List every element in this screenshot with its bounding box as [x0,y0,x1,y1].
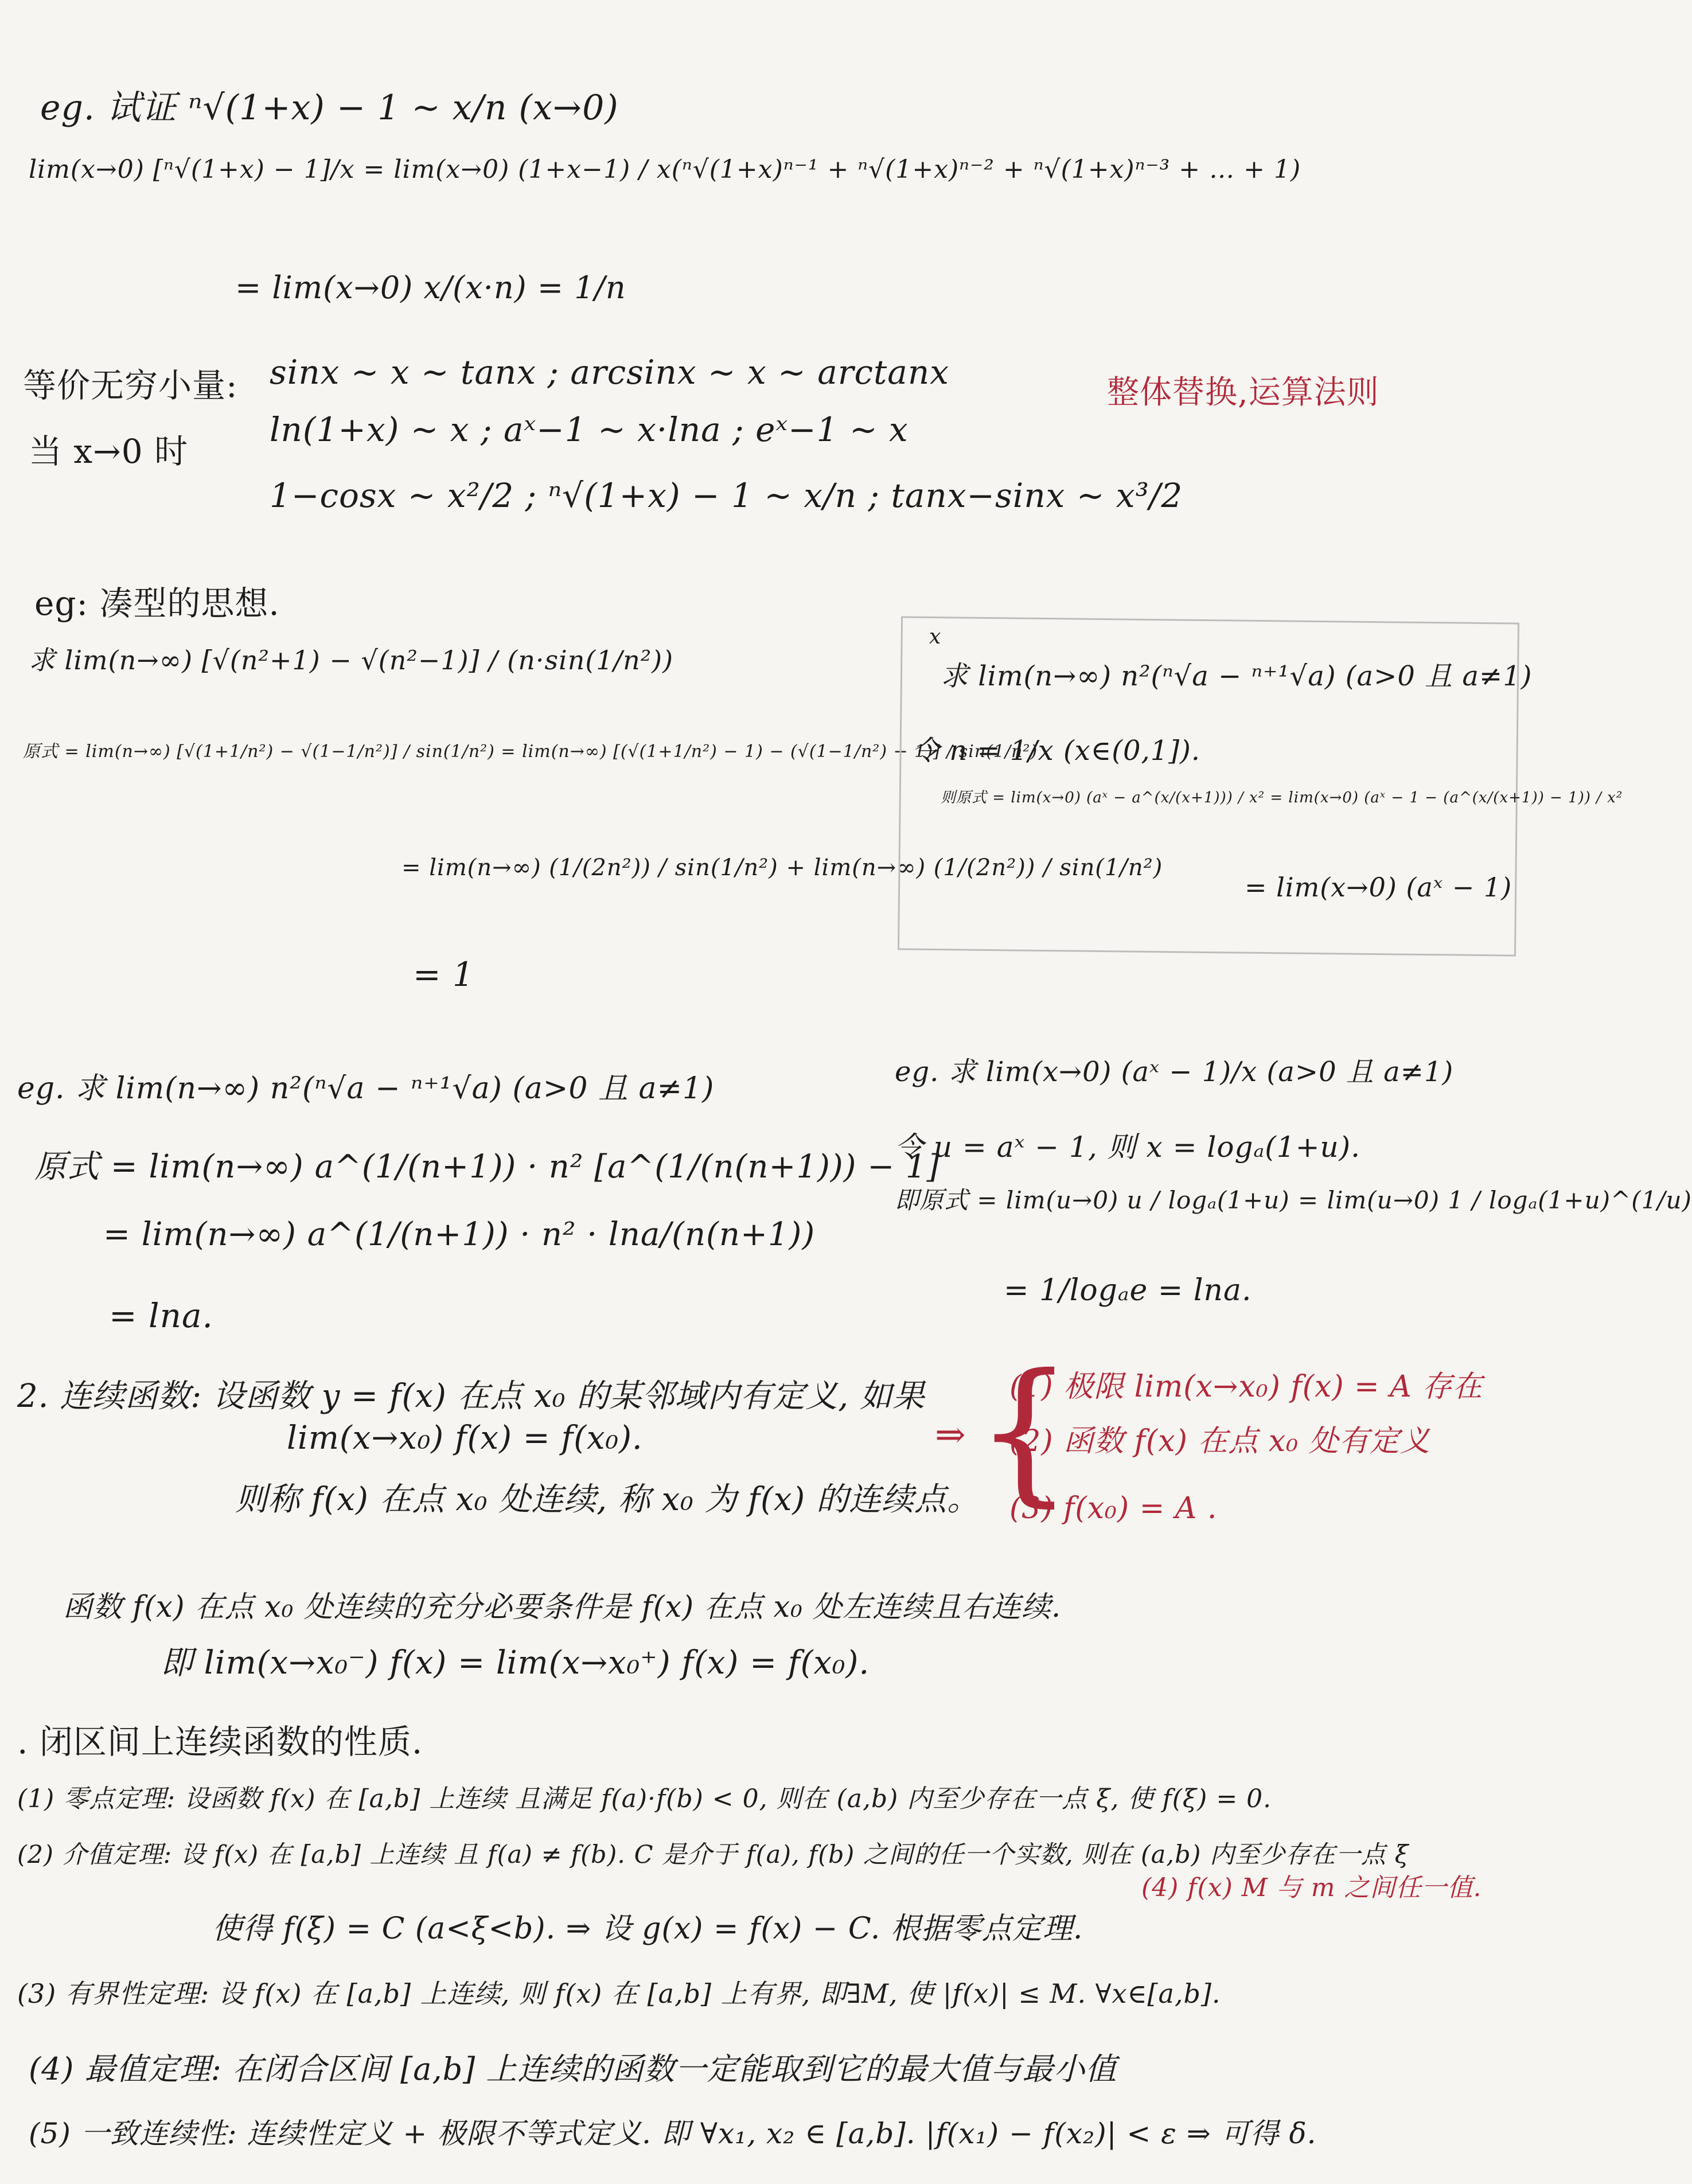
boxed-substitution: 令 n = 1/x (x∈(0,1]). [912,735,1201,767]
example-2-step-1: 原式 = lim(n→∞) [√(1+1/n²) − √(1−1/n²)] / sin(1/n²) = lim(n→∞) [(√(1+1/n²) − 1) − (√(1−1/n²) − 1)] / sin(1/n²) [23,742,1038,762]
red-condition-1: (1) 极限 lim(x→x₀) f(x) = A 存在 [1009,1370,1483,1404]
equivalence-row-1: sinx ~ x ~ tanx ; arcsinx ~ x ~ arctanx [270,353,949,392]
property-extreme-value: (4) 最值定理: 在闭合区间 [a,b] 上连续的函数一定能取到它的最大值与最小值 [29,2051,1117,2087]
example-1-title: eg. 试证 ⁿ√(1+x) − 1 ~ x/n (x→0) [40,88,619,128]
continuity-conclusion: 则称 f(x) 在点 x₀ 处连续, 称 x₀ 为 f(x) 的连续点。 [235,1481,980,1518]
continuity-definition: 2. 连续函数: 设函数 y = f(x) 在点 x₀ 的某邻域内有定义, 如果 [17,1378,925,1415]
example-2-title: eg: 凑型的思想. [34,584,280,623]
boxed-question: 求 lim(n→∞) n²(ⁿ√a − ⁿ⁺¹√a) (a>0 且 a≠1) [941,660,1533,692]
equivalent-infinitesimal-label: 等价无穷小量: [23,366,238,405]
example-4-substitution: 令 u = aˣ − 1, 则 x = logₐ(1+u). [895,1130,1361,1164]
equivalent-infinitesimal-condition: 当 x→0 时 [29,432,189,471]
example-1-derivation-1: lim(x→0) [ⁿ√(1+x) − 1]/x = lim(x→0) (1+x−1) / x(ⁿ√(1+x)ⁿ⁻¹ + ⁿ√(1+x)ⁿ⁻² + ⁿ√(1+x)ⁿ⁻³ + … + 1) [29,155,1301,184]
red-brace: { [975,1340,1074,1521]
example-2-step-2: = lim(n→∞) (1/(2n²)) / sin(1/n²) + lim(n→∞) (1/(2n²)) / sin(1/n²) [401,855,1163,881]
example-1-derivation-2: = lim(x→0) x/(x·n) = 1/n [235,270,626,306]
property-intermediate-value: (2) 介值定理: 设 f(x) 在 [a,b] 上连续 且 f(a) ≠ f(b). C 是介于 f(a), f(b) 之间的任一个实数, 则在 (a,b) 内至少存在一点 ξ [17,1840,1409,1869]
red-condition-2: (2) 函数 f(x) 在点 x₀ 处有定义 [1009,1424,1430,1458]
equivalence-row-3: 1−cosx ~ x²/2 ; ⁿ√(1+x) − 1 ~ x/n ; tanx−sinx ~ x³/2 [270,476,1183,515]
example-3-step-1: 原式 = lim(n→∞) a^(1/(n+1)) · n² [a^(1/(n(n+1))) − 1] [34,1148,940,1185]
boxed-step-1: 则原式 = lim(x→0) (aˣ − a^(x/(x+1))) / x² = lim(x→0) (aˣ − 1 − (a^(x/(x+1)) − 1)) / x² [941,789,1623,806]
red-note-intermediate: (4) f(x) M 与 m 之间任一值. [1141,1873,1482,1902]
example-4-step-1: 即原式 = lim(u→0) u / logₐ(1+u) = lim(u→0) 1 / logₐ(1+u)^(1/u) [895,1186,1692,1214]
example-2-result: = 1 [413,955,474,994]
example-3-step-2: = lim(n→∞) a^(1/(n+1)) · n² · lna/(n(n+1)) [103,1216,816,1253]
boxed-cross-mark: x [929,625,942,649]
property-uniform-continuity: (5) 一致连续性: 连续性定义 + 极限不等式定义. 即 ∀x₁, x₂ ∈ [a,b]. |f(x₁) − f(x₂)| < ε ⇒ 可得 δ. [29,2117,1317,2150]
example-4-result: = 1/logₐe = lna. [1004,1273,1252,1308]
example-3-title: eg. 求 lim(n→∞) n²(ⁿ√a − ⁿ⁺¹√a) (a>0 且 a≠1) [17,1071,715,1106]
red-condition-3: (3) f(x₀) = A . [1009,1491,1218,1526]
property-intermediate-value-2: 使得 f(ξ) = C (a<ξ<b). ⇒ 设 g(x) = f(x) − C. 根据零点定理. [212,1912,1083,1946]
example-2-question: 求 lim(n→∞) [√(n²+1) − √(n²−1)] / (n·sin(1/n²)) [29,645,674,676]
property-zero-theorem: (1) 零点定理: 设函数 f(x) 在 [a,b] 上连续 且满足 f(a)·f(b) < 0, 则在 (a,b) 内至少存在一点 ξ, 使 f(ξ) = 0. [17,1784,1272,1813]
example-4-title: eg. 求 lim(x→0) (aˣ − 1)/x (a>0 且 a≠1) [895,1056,1454,1088]
continuity-iff-condition: 函数 f(x) 在点 x₀ 处连续的充分必要条件是 f(x) 在点 x₀ 处左连续且右连续. [63,1590,1062,1624]
continuity-iff-formula: 即 lim(x→x₀⁻) f(x) = lim(x→x₀⁺) f(x) = f(x₀). [161,1644,870,1682]
equivalence-row-2: ln(1+x) ~ x ; aˣ−1 ~ x·lna ; eˣ−1 ~ x [270,410,909,449]
red-implication-arrow: ⇒ [935,1414,966,1456]
property-boundedness: (3) 有界性定理: 设 f(x) 在 [a,b] 上连续, 则 f(x) 在 [a,b] 上有界, 即∃M, 使 |f(x)| ≤ M. ∀x∈[a,b]. [17,1978,1221,2009]
closed-interval-properties-title: . 闭区间上连续函数的性质. [17,1722,423,1761]
red-note-substitution: 整体替换,运算法则 [1107,374,1379,411]
example-3-result: = lna. [109,1296,213,1335]
continuity-limit-condition: lim(x→x₀) f(x) = f(x₀). [287,1419,643,1457]
boxed-step-2: = lim(x→0) (aˣ − 1) [1245,872,1512,903]
